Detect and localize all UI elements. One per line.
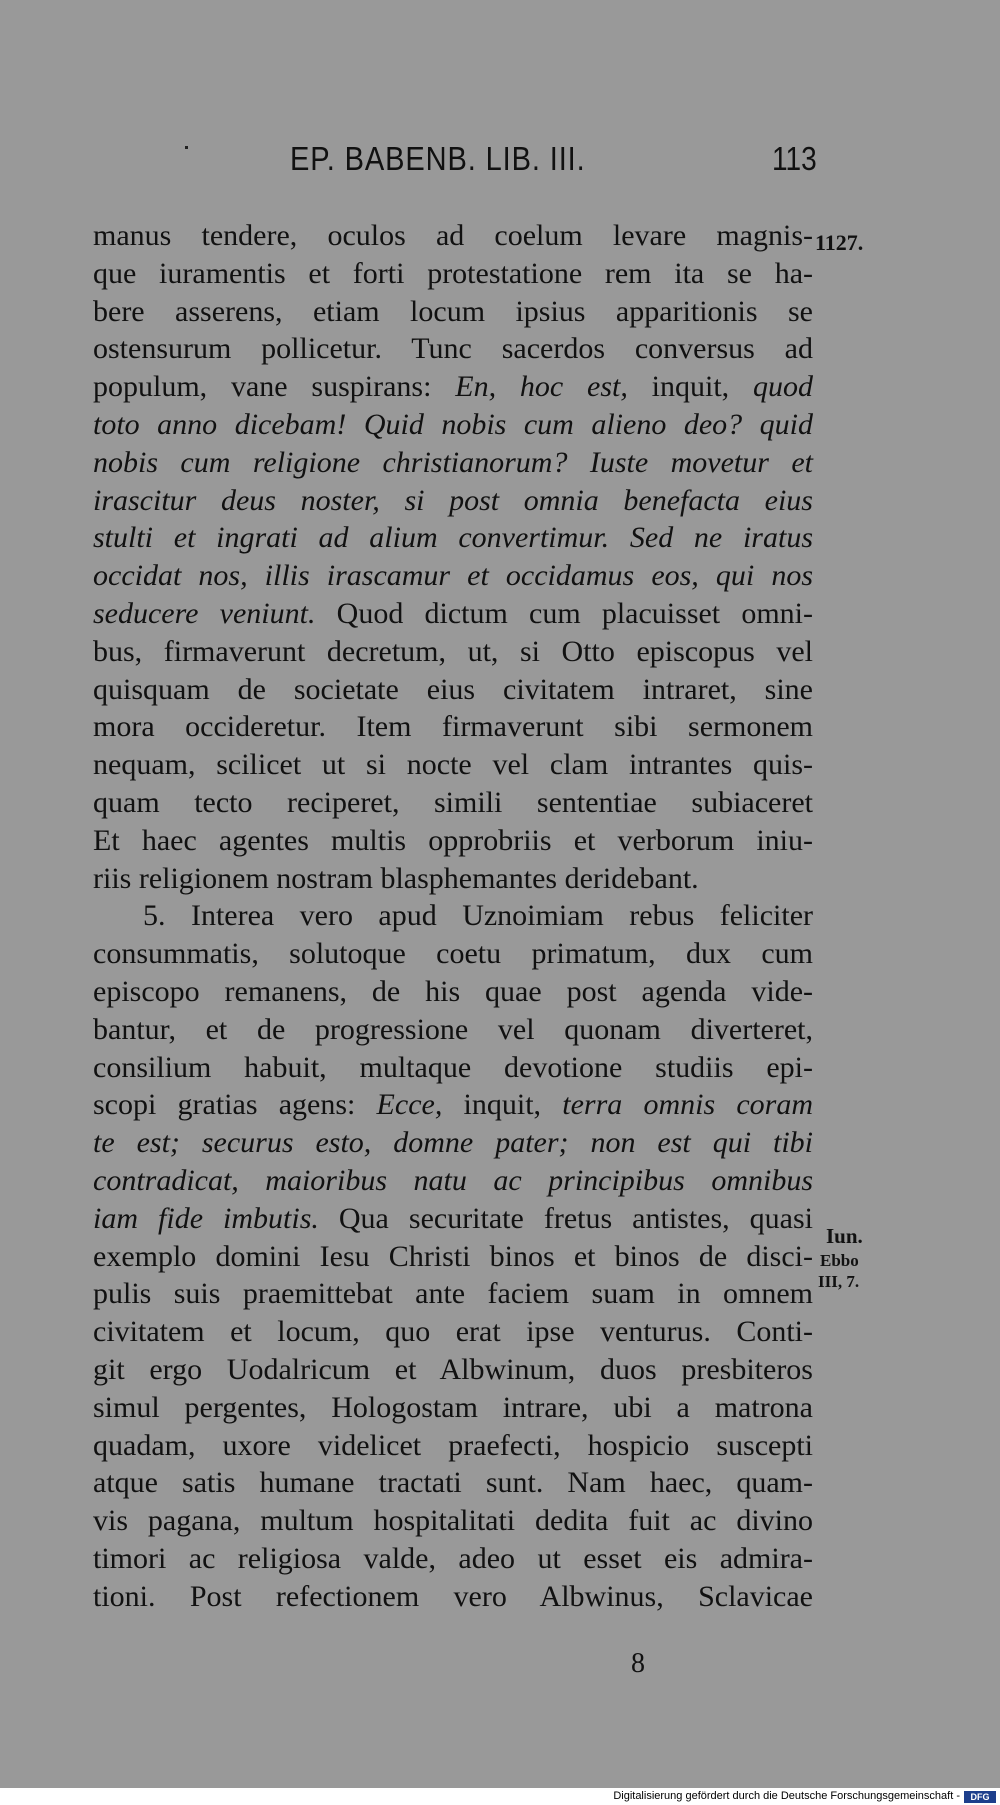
text-segment: episcopo remanens, de his quae post agenda vide-	[93, 974, 813, 1008]
text-segment: quam tecto reciperet, simili sententiae subiaceret	[93, 785, 813, 819]
text-line	[93, 330, 813, 368]
text-line	[93, 1162, 813, 1200]
italic-segment: contradicat, maioribus natu ac principibus omnibus	[93, 1163, 813, 1197]
text-segment: quisquam de societate eius civitatem intraret, sine	[93, 672, 813, 706]
margin-note-year: 1127.	[815, 230, 864, 255]
margin-note-ebbo-ref: III, 7.	[818, 1272, 860, 1291]
page-number: 113	[772, 140, 817, 177]
text-line	[93, 1389, 813, 1427]
text-line	[93, 1427, 813, 1465]
text-segment: quadam, uxore videlicet praefecti, hospicio suscepti	[93, 1428, 813, 1462]
text-segment: bere asserens, etiam locum ipsius apparitionis se	[93, 294, 813, 328]
footer-credit: Digitalisierung gefördert durch die Deutsche Forschungsgemeinschaft -	[613, 1790, 960, 1802]
italic-segment: nobis cum religione christianorum? Iuste movetur et	[93, 445, 813, 479]
text-line	[93, 519, 813, 557]
signature-mark: 8	[631, 1648, 645, 1679]
italic-segment: terra omnis coram	[562, 1088, 813, 1122]
text-segment: 5. Interea vero apud Uznoimiam rebus feliciter	[143, 899, 813, 933]
text-line	[93, 1124, 813, 1162]
text-segment: consummatis, solutoque coetu primatum, dux cum	[93, 937, 813, 971]
text-line	[93, 822, 813, 860]
text-line	[93, 482, 813, 520]
text-line	[93, 784, 813, 822]
italic-segment: occidat nos, illis irascamur et occidamus eos, qui nos	[93, 559, 813, 593]
text-line	[93, 1238, 813, 1276]
text-line	[93, 255, 813, 293]
text-line	[93, 671, 813, 709]
text-segment: Qua securitate fretus antistes, quasi	[318, 1201, 813, 1235]
text-segment: timori ac religiosa valde, adeo ut esset eis admira-	[93, 1541, 813, 1575]
footer-bar	[0, 1788, 1000, 1805]
text-line	[93, 708, 813, 746]
page-header	[0, 140, 1000, 190]
text-line	[93, 557, 813, 595]
italic-segment: En, hoc est,	[455, 370, 628, 404]
text-line	[93, 368, 813, 406]
italic-segment: toto anno dicebam! Quid nobis cum alieno deo? quid	[93, 407, 813, 441]
text-line	[93, 1049, 813, 1087]
text-segment: pulis suis praemittebat ante faciem suam in omnem	[93, 1277, 813, 1311]
dfg-logo: DFG	[964, 1791, 996, 1803]
text-segment: bantur, et de progressione vel quonam diverteret,	[93, 1012, 813, 1046]
text-line	[93, 897, 813, 935]
text-segment: Quod dictum cum placuisset omni-	[315, 596, 813, 630]
text-segment: simul pergentes, Hologostam intrare, ubi a matrona	[93, 1390, 813, 1424]
text-line	[93, 860, 813, 898]
margin-note-iun: Iun.	[826, 1224, 863, 1248]
text-line	[93, 1200, 813, 1238]
text-segment: manus tendere, oculos ad coelum levare magnis-	[93, 219, 813, 252]
text-line	[93, 293, 813, 331]
text-segment: mora occideretur. Item firmaverunt sibi sermonem	[93, 710, 813, 744]
text-line	[93, 935, 813, 973]
text-line	[93, 1464, 813, 1502]
text-segment: vis pagana, multum hospitalitati dedita fuit ac divino	[93, 1504, 813, 1538]
text-segment: que iuramentis et forti protestatione rem ita se ha-	[93, 256, 813, 290]
italic-segment: seducere veniunt.	[93, 596, 316, 630]
running-head: EP. BABENB. LIB. III.	[290, 140, 586, 177]
text-segment: tioni. Post refectionem vero Albwinus, Sclavicae	[93, 1579, 813, 1613]
text-line	[93, 1313, 813, 1351]
text-line	[93, 444, 813, 482]
text-line	[93, 217, 813, 255]
text-segment: scopi gratias agens:	[93, 1088, 377, 1122]
text-segment: consilium habuit, multaque devotione studiis epi-	[93, 1050, 813, 1084]
text-segment: Et haec agentes multis opprobriis et verborum iniu-	[93, 823, 813, 857]
text-segment: git ergo Uodalricum et Albwinum, duos presbiteros	[93, 1352, 813, 1386]
text-line	[93, 1275, 813, 1313]
text-line	[93, 595, 813, 633]
text-segment: atque satis humane tractati sunt. Nam haec, quam-	[93, 1466, 813, 1500]
margin-note-ebbo: Ebbo	[820, 1251, 859, 1270]
text-line	[93, 406, 813, 444]
italic-segment: iam fide imbutis.	[93, 1201, 319, 1235]
text-line	[93, 1502, 813, 1540]
text-line	[93, 1351, 813, 1389]
text-line	[93, 746, 813, 784]
text-segment: ostensurum pollicetur. Tunc sacerdos conversus ad	[93, 332, 813, 366]
text-line	[93, 1540, 813, 1578]
italic-segment: irascitur deus noster, si post omnia benefacta eius	[93, 483, 813, 517]
text-line	[93, 1011, 813, 1049]
italic-segment: stulti et ingrati ad alium convertimur. Sed ne iratus	[93, 521, 813, 555]
italic-segment: Ecce,	[376, 1088, 443, 1122]
text-segment: exemplo domini Iesu Christi binos et binos de disci-	[93, 1239, 813, 1273]
text-segment: civitatem et locum, quo erat ipse venturus. Conti-	[93, 1315, 813, 1349]
text-segment: nequam, scilicet ut si nocte vel clam intrantes quis-	[93, 748, 813, 782]
body-text	[93, 217, 813, 1615]
text-segment: inquit,	[442, 1088, 563, 1122]
text-line	[93, 1086, 813, 1124]
text-line	[93, 1578, 813, 1616]
text-line	[93, 973, 813, 1011]
italic-segment: te est; securus esto, domne pater; non est qui tibi	[93, 1126, 813, 1160]
text-segment: populum, vane suspirans:	[93, 370, 456, 404]
text-segment: bus, firmaverunt decretum, ut, si Otto episcopus vel	[93, 634, 813, 668]
text-segment: riis religionem nostram blasphemantes deridebant.	[93, 861, 699, 895]
italic-segment: quod	[753, 370, 813, 404]
text-segment: inquit,	[627, 370, 753, 404]
text-line	[93, 633, 813, 671]
